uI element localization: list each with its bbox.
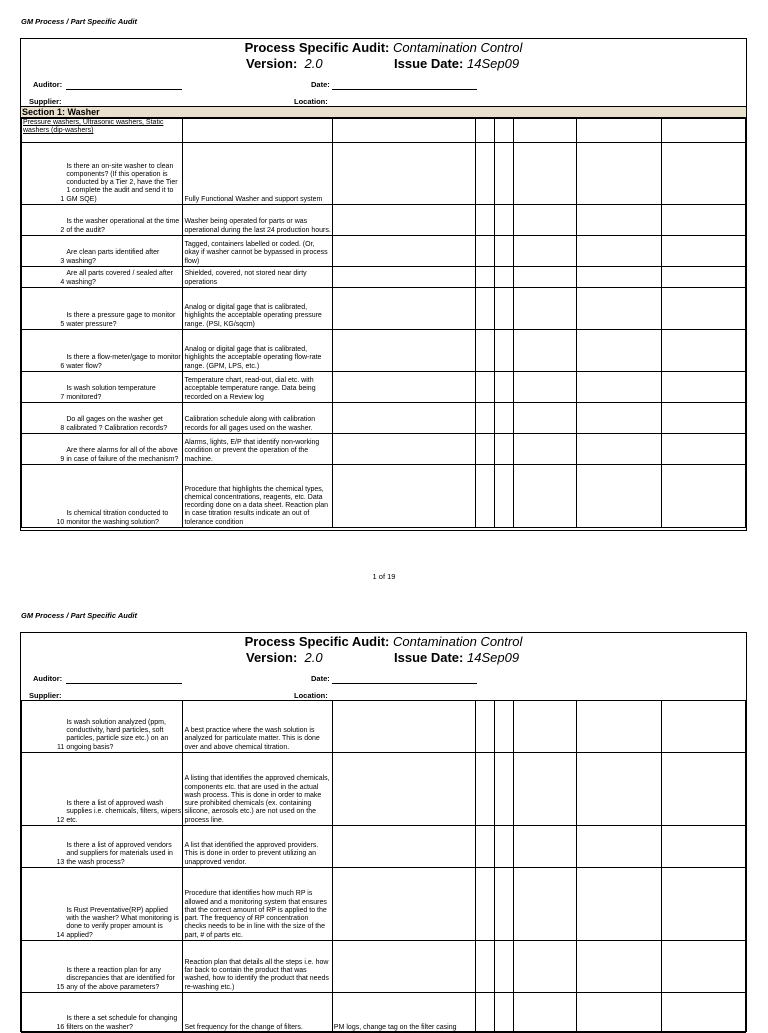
action-cell[interactable]	[662, 403, 746, 434]
rating-cell[interactable]	[514, 372, 577, 403]
action-cell[interactable]	[662, 236, 746, 267]
row-number: 15	[22, 941, 66, 993]
no-cell[interactable]	[495, 434, 514, 465]
guidance-cell: A best practice where the wash solution is analyzed for particulate matter. This is done over and above chemical titration.	[183, 701, 332, 753]
row-number: 4	[22, 267, 66, 288]
yes-cell[interactable]	[476, 826, 495, 868]
yes-cell[interactable]	[476, 941, 495, 993]
evidence-cell	[332, 372, 475, 403]
evidence-cell	[332, 465, 475, 528]
no-cell[interactable]	[495, 868, 514, 941]
no-cell[interactable]	[495, 941, 514, 993]
table-row	[22, 753, 746, 826]
table-row	[22, 826, 746, 868]
guidance-cell: Alarms, lights, E/P that identify non-working condition or prevent the operation of the machine.	[183, 434, 333, 465]
question-cell: Is wash solution analyzed (ppm, conductivity, hard particles, soft particles, particle size etc.) on an ongoing basis?	[65, 701, 183, 753]
guidance-cell: Temperature chart, read-out, dial etc. with acceptable temperature range. Data being recorded on a Review log	[183, 372, 333, 403]
guidance-cell: A list that identified the approved providers. This is done in order to prevent utilizing an unapproved vendor.	[183, 826, 332, 868]
no-cell[interactable]	[495, 267, 514, 288]
question-cell: Is chemical titration conducted to monitor the washing solution?	[65, 465, 183, 528]
form-title-italic: Contamination Control	[393, 40, 523, 55]
evidence-cell	[332, 434, 475, 465]
rating-cell[interactable]	[514, 941, 577, 993]
question-cell: Are clean parts identified after washing?	[65, 236, 183, 267]
guidance-cell: Analog or digital gage that is calibrated, highlights the acceptable operating flow-rate range. (GPM, LPS, etc.)	[183, 330, 333, 372]
action-cell[interactable]	[662, 143, 746, 205]
version-label: Version:	[246, 650, 298, 665]
yes-cell[interactable]	[476, 267, 495, 288]
version-line	[246, 650, 323, 665]
rating-cell[interactable]	[514, 267, 577, 288]
supplier-label: Supplier:	[29, 691, 62, 700]
guidance-cell: A listing that identifies the approved chemicals, components etc. that are used in the actual wash process. This is done in order to make sure prohibited chemicals (ex. containing silicone, aerosols etc.) are not used on the process line.	[183, 753, 332, 826]
issue-date-line	[394, 650, 519, 665]
no-cell[interactable]	[495, 143, 514, 205]
auditor-field[interactable]	[66, 89, 182, 90]
action-cell[interactable]	[662, 434, 746, 465]
issue-date-label: Issue Date:	[394, 650, 464, 665]
action-cell[interactable]	[662, 267, 746, 288]
comments-cell[interactable]	[576, 465, 662, 528]
row-number: 12	[22, 753, 66, 826]
audit-form-page-1	[20, 38, 747, 531]
question-cell: Is there an on-site washer to clean components? (If this operation is conducted by a Tier 2, have the Tier 1 complete the audit and send it to GM SQE)	[65, 143, 183, 205]
no-cell[interactable]	[495, 753, 514, 826]
row-number: 1	[22, 143, 66, 205]
guidance-cell: Reaction plan that details all the steps i.e. how far back to contain the product that was washed, how to identify the product that needs re-washing etc.)	[183, 941, 332, 993]
form-title-italic: Contamination Control	[393, 634, 523, 649]
table-row	[22, 403, 746, 434]
comments-cell[interactable]	[576, 330, 662, 372]
guidance-cell: Tagged, containers labelled or coded. (Or, okay if washer cannot be bypassed in process flow)	[183, 236, 333, 267]
version-value: 2.0	[304, 650, 323, 665]
comments-cell[interactable]	[576, 434, 662, 465]
table-row	[22, 330, 746, 372]
no-cell[interactable]	[495, 403, 514, 434]
question-cell: Is there a reaction plan for any discrepancies that are identified for any of the above parameters?	[65, 941, 183, 993]
yes-cell[interactable]	[476, 701, 495, 753]
no-cell[interactable]	[495, 465, 514, 528]
evidence-cell: PM logs, change tag on the filter casing	[332, 993, 475, 1033]
comments-cell[interactable]	[576, 143, 662, 205]
evidence-cell	[332, 330, 475, 372]
form-title-bold: Process Specific Audit:	[244, 40, 390, 55]
supplier-label: Supplier:	[29, 97, 62, 106]
comments-cell[interactable]	[576, 267, 662, 288]
row-number: 13	[22, 826, 66, 868]
guidance-cell: Procedure that identifies how much RP is allowed and a monitoring system that ensures that the correct amount of RP is applied to the part. The frequency of RP concentration checks needs to be in line with the size of the part, # of parts etc.	[183, 868, 332, 941]
form-title	[21, 40, 746, 55]
rating-cell[interactable]	[514, 753, 577, 826]
form-title	[21, 634, 746, 649]
question-cell: Are there alarms for all of the above in case of failure of the mechanism?	[65, 434, 183, 465]
yes-cell[interactable]	[476, 330, 495, 372]
no-cell[interactable]	[495, 205, 514, 236]
no-cell[interactable]	[495, 826, 514, 868]
issue-date-value: 14Sep09	[467, 650, 520, 665]
evidence-cell	[332, 826, 475, 868]
audit-table	[21, 700, 746, 1033]
evidence-cell	[332, 868, 475, 941]
evidence-cell	[332, 753, 475, 826]
action-cell[interactable]	[662, 288, 746, 330]
evidence-cell	[332, 236, 475, 267]
action-cell[interactable]	[662, 941, 746, 993]
version-label: Version:	[246, 56, 298, 71]
table-row	[22, 205, 746, 236]
table-row	[22, 236, 746, 267]
document-header: GM Process / Part Specific Audit	[21, 611, 138, 620]
comments-cell[interactable]	[576, 941, 662, 993]
yes-cell[interactable]	[476, 372, 495, 403]
table-row	[22, 288, 746, 330]
no-cell[interactable]	[495, 288, 514, 330]
auditor-label: Auditor:	[33, 80, 63, 89]
evidence-cell	[332, 205, 475, 236]
question-cell: Is the washer operational at the time of the audit?	[65, 205, 183, 236]
guidance-cell: Shielded, covered, not stored near dirty operations	[183, 267, 333, 288]
no-cell[interactable]	[495, 330, 514, 372]
table-subheader-row	[22, 119, 746, 143]
comments-cell[interactable]	[576, 701, 662, 753]
table-row	[22, 267, 746, 288]
table-row	[22, 465, 746, 528]
guidance-cell: Fully Functional Washer and support system	[183, 143, 333, 205]
question-cell: Is there a list of approved wash supplies i.e. chemicals, filters, wipers etc.	[65, 753, 183, 826]
page-number: 1 of 19	[372, 572, 396, 581]
yes-cell[interactable]	[476, 753, 495, 826]
auditor-field[interactable]	[66, 683, 182, 684]
guidance-cell: Procedure that highlights the chemical types, chemical concentrations, reagents, etc. Data recording done on a data sheet. Reaction plan in case titration results indicate an out of tolerance condition	[183, 465, 333, 528]
action-cell[interactable]	[662, 993, 746, 1033]
evidence-cell	[332, 403, 475, 434]
evidence-cell	[332, 143, 475, 205]
date-field[interactable]	[332, 683, 477, 684]
issue-date-line	[394, 56, 519, 71]
rating-cell[interactable]	[514, 236, 577, 267]
yes-cell[interactable]	[476, 236, 495, 267]
question-cell: Is there a pressure gage to monitor water pressure?	[65, 288, 183, 330]
comments-cell[interactable]	[576, 826, 662, 868]
audit-form-page-2	[20, 632, 747, 1032]
guidance-cell: Set frequency for the change of filters.	[183, 993, 332, 1033]
action-cell[interactable]	[662, 868, 746, 941]
guidance-cell: Washer being operated for parts or was operational during the last 24 production hours.	[183, 205, 333, 236]
action-cell[interactable]	[662, 372, 746, 403]
question-cell: Is there a flow-meter/gage to monitor water flow?	[65, 330, 183, 372]
comments-cell[interactable]	[576, 993, 662, 1033]
version-value: 2.0	[304, 56, 323, 71]
rating-cell[interactable]	[514, 403, 577, 434]
location-label: Location:	[294, 97, 328, 106]
evidence-cell	[332, 941, 475, 993]
comments-cell[interactable]	[576, 868, 662, 941]
row-number: 6	[22, 330, 66, 372]
action-cell[interactable]	[662, 826, 746, 868]
row-number: 8	[22, 403, 66, 434]
row-number: 5	[22, 288, 66, 330]
action-cell[interactable]	[662, 753, 746, 826]
yes-cell[interactable]	[476, 465, 495, 528]
rating-cell[interactable]	[514, 993, 577, 1033]
version-line	[246, 56, 323, 71]
comments-cell[interactable]	[576, 205, 662, 236]
no-cell[interactable]	[495, 236, 514, 267]
question-cell: Is there a set schedule for changing filters on the washer?	[65, 993, 183, 1033]
rating-cell[interactable]	[514, 330, 577, 372]
no-cell[interactable]	[495, 701, 514, 753]
yes-cell[interactable]	[476, 434, 495, 465]
action-cell[interactable]	[662, 330, 746, 372]
issue-date-value: 14Sep09	[467, 56, 520, 71]
evidence-cell	[332, 701, 475, 753]
table-row	[22, 941, 746, 993]
question-cell: Is Rust Preventative(RP) applied with the washer? What monitoring is done to verify proper amount is applied?	[65, 868, 183, 941]
date-label: Date:	[311, 674, 330, 683]
table-row	[22, 868, 746, 941]
rating-cell[interactable]	[514, 868, 577, 941]
comments-cell[interactable]	[576, 372, 662, 403]
yes-cell[interactable]	[476, 143, 495, 205]
rating-cell[interactable]	[514, 465, 577, 528]
table-row	[22, 701, 746, 753]
yes-cell[interactable]	[476, 403, 495, 434]
date-label: Date:	[311, 80, 330, 89]
comments-cell[interactable]	[576, 288, 662, 330]
row-number: 16	[22, 993, 66, 1033]
table-row	[22, 372, 746, 403]
location-label: Location:	[294, 691, 328, 700]
yes-cell[interactable]	[476, 993, 495, 1033]
action-cell[interactable]	[662, 701, 746, 753]
row-number: 7	[22, 372, 66, 403]
evidence-cell	[332, 267, 475, 288]
question-cell: Is wash solution temperature monitored?	[65, 372, 183, 403]
rating-cell[interactable]	[514, 205, 577, 236]
row-number: 9	[22, 434, 66, 465]
auditor-label: Auditor:	[33, 674, 63, 683]
guidance-cell: Analog or digital gage that is calibrated, highlights the acceptable operating pressure range. (PSI, KG/sqcm)	[183, 288, 333, 330]
form-title-bold: Process Specific Audit:	[244, 634, 390, 649]
yes-cell[interactable]	[476, 868, 495, 941]
comments-cell[interactable]	[576, 236, 662, 267]
table-row	[22, 434, 746, 465]
rating-cell[interactable]	[514, 288, 577, 330]
question-cell: Are all parts covered / sealed after washing?	[65, 267, 183, 288]
rating-cell[interactable]	[514, 434, 577, 465]
row-number: 10	[22, 465, 66, 528]
comments-cell[interactable]	[576, 753, 662, 826]
row-number: 14	[22, 868, 66, 941]
rating-cell[interactable]	[514, 826, 577, 868]
comments-cell[interactable]	[576, 403, 662, 434]
row-number: 3	[22, 236, 66, 267]
date-field[interactable]	[332, 89, 477, 90]
no-cell[interactable]	[495, 372, 514, 403]
question-cell: Do all gages on the washer get calibrated ? Calibration records?	[65, 403, 183, 434]
rating-cell[interactable]	[514, 701, 577, 753]
rating-cell[interactable]	[514, 143, 577, 205]
table-row	[22, 143, 746, 205]
row-number: 2	[22, 205, 66, 236]
section-header: Section 1: Washer	[21, 106, 746, 118]
table-row	[22, 993, 746, 1033]
evidence-cell	[332, 288, 475, 330]
document-header: GM Process / Part Specific Audit	[21, 17, 138, 26]
guidance-cell: Calibration schedule along with calibration records for all gages used on the washer.	[183, 403, 333, 434]
yes-cell[interactable]	[476, 205, 495, 236]
no-cell[interactable]	[495, 993, 514, 1033]
question-cell: Is there a list of approved vendors and suppliers for materials used in the wash process?	[65, 826, 183, 868]
row-number: 11	[22, 701, 66, 753]
issue-date-label: Issue Date:	[394, 56, 464, 71]
action-cell[interactable]	[662, 465, 746, 528]
audit-table	[21, 118, 746, 528]
action-cell[interactable]	[662, 205, 746, 236]
yes-cell[interactable]	[476, 288, 495, 330]
washer-types-label: Pressure washers, Ultrasonic washers, Static washers (dip-washers)	[22, 119, 183, 143]
